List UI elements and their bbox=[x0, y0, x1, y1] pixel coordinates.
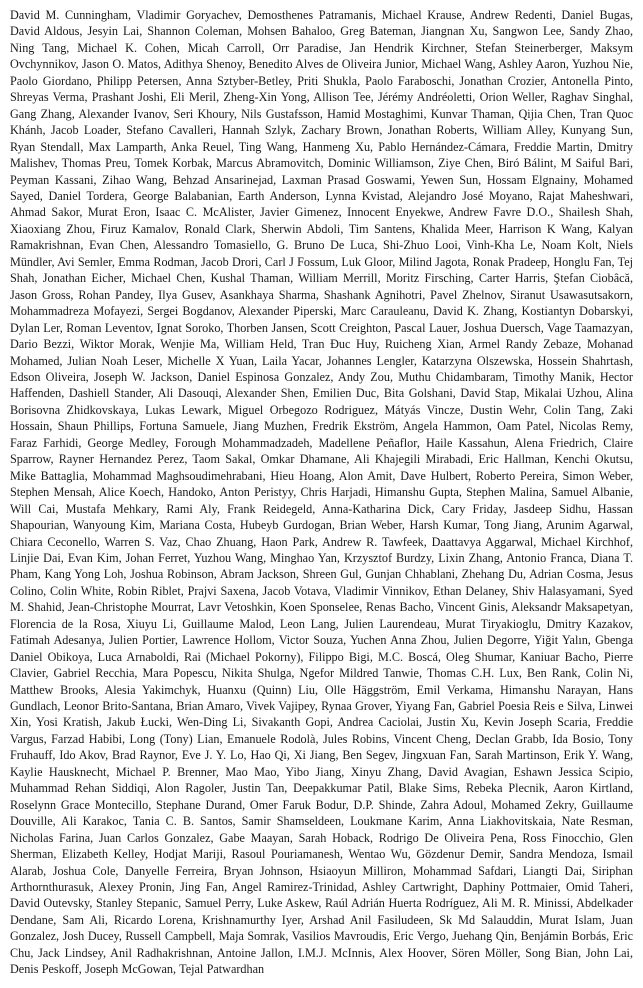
contributors-list: David M. Cunningham, Vladimir Goryachev, Demosthenes Patramanis, Michael Krause, Andrew Redenti, Daniel Bugas, David Aldous, Jesyin Lai, Shannon Coleman, Mohsen Bahaloo, Greg Bateman, Jiangnan Xu, Sangwon Lee, Sandy Zhao, Ning Tang, Michael K. Cohen, Micah Carroll, Orr Paradise, Jan Hendrik Kirchner, Stefan Steinerberger, Maksym Ovchynnikov, Jason O. Matos, Adithya Shenoy, Benedito Alves de Oliveira Junior, Michael Wang, Ashley Aaron, Yuzhou Nie, Paolo Giordano, Philipp Petersen, Anna Sztyber-Betley, Priti Shukla, Paolo Faraboschi, Jonathan Crozier, Antonella Pinto, Shreyas Verma, Prashant Joshi, Eli Meril, Zheng-Xin Yong, Allison Tee, Jérémy Andréoletti, Orion Weller, Raghav Singhal, Gang Zhang, Alexander Ivanov, Seri Khoury, Nils Gustafsson, Hamid Mostaghimi, Kunvar Thaman, Qijia Chen, Tran Quoc Khánh, Jacob Loader, Stefano Cavalleri, Hannah Szlyk, Zachary Brown, Jonathan Roberts, William Alley, Kunyang Sun, Ryan Stendall, Max Lamparth, Anka Reuel, Ting Wang, Hanmeng Xu, Pablo Hernández-Cámara, Freddie Martin, Dmitry Malishev, Thomas Preu, Tomek Korbak, Marcus Abramovitch, Dominic Williamson, Ziye Chen, Biró Bálint, M Saiful Bari, Peyman Kassani, Zihao Wang, Behzad Ansarinejad, Laxman Prasad Goswami, Yewen Sun, Hossam Elgnainy, Mohamed Sayed, Daniel Tordera, George Balabanian, Earth Anderson, Lynna Kvistad, Alejandro José Moyano, Rajat Maheshwari, Ahmad Sakor, Murat Eron, Isaac C. McAlister, Javier Gimenez, Innocent Enyekwe, Andrew Favre D.O., Shailesh Shah, Xiaoxiang Zhou, Firuz Kamalov, Ronald Clark, Sherwin Abdoli, Tim Santens, Khalida Meer, Harrison K Wang, Kalyan Ramakrishnan, Evan Chen, Alessandro Tomasiello, G. Bruno De Luca, Shi-Zhuo Looi, Vinh-Kha Le, Noam Kolt, Niels Mündler, Avi Semler, Emma Rodman, Jacob Drori, Carl J Fossum, Luk Gloor, Milind Jagota, Ronak Pradeep, Honglu Fan, Tej Shah, Jonathan Eicher, Michael Chen, Kushal Thaman, William Merrill, Moritz Firsching, Carter Harris, Ştefan Ciobâcă, Jason Gross, Rohan Pandey, Ilya Gusev, Asankhaya Sharma, Shashank Agnihotri, Pavel Zhelnov, Siranut Usawasutsakorn, Mohammadreza Mofayezi, Sergei Bogdanov, Alexander Piperski, Marc Carauleanu, David K. Zhang, Kostiantyn Dobarskyi, Dylan Ler, Roman Leventov, Ignat Soroko, Thorben Jansen, Scott Creighton, Pascal Lauer, Joshua Duersch, Vage Taamazyan, Dario Bezzi, Wiktor Morak, Wenjie Ma, William Held, Tran Đuc Huy, Ruicheng Xian, Armel Randy Zebaze, Mohanad Mohamed, Julian Noah Leser, Michelle X Yuan, Laila Yacar, Johannes Lengler, Katarzyna Olszewska, Hossein Shahrtash, Edson Oliveira, Joseph W. Jackson, Daniel Espinosa Gonzalez, Andy Zou, Muthu Chidambaram, Timothy Manik, Hector Haffenden, Dashiell Stander, Ali Dasouqi, Alexander Shen, Emilien Duc, Bita Golshani, David Stap, Mikalai Uzhou, Alina Borisovna Zhidkovskaya, Lukas Lewark, Miguel Orbegozo Rodriguez, Mátyás Vincze, Dustin Wehr, Colin Tang, Zaki Hossain, Shaun Phillips, Fortuna Samuele, Jiang Muzhen, Fredrik Ekström, Angela Hammon, Oam Patel, Nicolas Remy, Faraz Farhidi, George Medley, Forough Mohammadzadeh, Madellene Peñaflor, Haile Kassahun, Alena Friedrich, Claire Sparrow, Rayner Hernandez Perez, Taom Sakal, Omkar Dhamane, Ali Khajegili Mirabadi, Eric Hallman, Kenchi Okutsu, Mike Battaglia, Mohammad Maghsoudimehrabani, Hieu Hoang, Alon Amit, Dave Hulbert, Roberto Pereira, Simon Weber, Stephen Mensah, Alice Koech, Handoko, Anton Peristyy, Chris Harjadi, Himanshu Gupta, Stephen Malina, Samuel Albanie, Will Cai, Mustafa Mehkary, Rami Aly, Frank Reidegeld, Anna-Katharina Dick, Cary Friday, Jasdeep Sidhu, Hassan Shapourian, Wanyoung Kim, Mariana Costa, Hubeyb Gurdogan, Brian Weber, Harsh Kumar, Tong Jiang, Arunim Agarwal, Chiara Ceconello, Warren S. Vaz, Chao Zhuang, Haon Park, Andrew R. Tawfeek, Daattavya Aggarwal, Michael Kirchhof, Linjie Dai, Evan Kim, Johan Ferret, Yuzhou Wang, Minghao Yan, Krzysztof Burdzy, Lixin Zhang, Antonio Franca, Diana T. Pham, Kang Yong Loh, Joshua Robinson, Abram Jackson, Shreen Gul, Gunjan Chhablani, Zhehang Du, Adrian Cosma, Jesus Colino, Colin White, Robin Riblet, Prajvi Saxena, Jacob Votava, Vladimir Vinnikov, Ethan Delaney, Shiv Halasyamani, Syed M. Shahid, Jean-Christophe Mourrat, Lavr Vetoshkin, Koen Sponselee, Renas Bacho, Vincent Ginis, Aleksandr Maksapetyan, Florencia de la Rosa, Xiuyu Li, Guillaume Malod, Leon Lang, Julien Laurendeau, Murat Tiryakioglu, Dmitry Kazakov, Fatimah Adesanya, Julien Portier, Lawrence Hollom, Victor Souza, Yuchen Anna Zhou, Julien Degorre, Yiğit Yalın, Gbenga Daniel Obikoya, Luca Arnaboldi, Rai (Michael Pokorny), Filippo Bigi, M.C. Boscá, Oleg Shumar, Kaniuar Bacho, Pierre Clavier, Gabriel Recchia, Mara Popescu, Nikita Shulga, Ngefor Mildred Tanwie, Thomas C.H. Lux, Ben Rank, Colin Ni, Matthew Brooks, Alesia Yakimchyk, Huanxu (Quinn) Liu, Olle Häggström, Emil Verkama, Himanshu Narayan, Hans Gundlach, Leonor Brito-Santana, Brian Amaro, Vivek Vajipey, Rynaa Grover, Yiyang Fan, Gabriel Poesia Reis e Silva, Linwei Xin, Yosi Kratish, Jakub Łucki, Wen-Ding Li, Sivakanth Gopi, Andrea Caciolai, Justin Xu, Kevin Joseph Scaria, Freddie Vargus, Farzad Habibi, Long (Tony) Lian, Emanuele Rodolà, Jules Robins, Vincent Cheng, Declan Grabb, Ida Bosio, Tony Fruhauff, Ido Akov, Brad Raynor, Eve J. Y. Lo, Hao Qi, Xi Jiang, Ben Segev, Jingxuan Fan, Sarah Martinson, Erik Y. Wang, Kaylie Hausknecht, Michael P. Brenner, Mao Mao, Yibo Jiang, Xinyu Zhang, David Avagian, Eshawn Jessica Scipio, Muhammad Rehan Siddiqi, Alon Ragoler, Justin Tan, Deepakkumar Patil, Blake Sims, Rebeka Plecnik, Aaron Kirtland, Roselynn Grace Montecillo, Stephane Durand, Omer Faruk Bodur, D.P. Shinde, Zahra Adoul, Mohamed Zekry, Guillaume Douville, Ali Karakoc, Tania C. B. Santos, Samir Shamseldeen, Loukmane Karim, Anna Liakhovitskaia, Nate Resman, Nicholas Farina, Juan Carlos Gonzalez, Gabe Maayan, Sarah Hoback, Rodrigo De Oliveira Pena, Ross Finocchio, Glen Sherman, Elizabeth Kelley, Hodjat Mariji, Rasoul Pouriamanesh, Wentao Wu, Gözdenur Demir, Sandra Mendoza, Ismail Alarab, Joshua Cole, Danyelle Ferreira, Bryan Johnson, Hsiaoyun Milliron, Mohammad Safdari, Liangti Dai, Siriphan Arthornthurasuk, Alexey Pronin, Jing Fan, Angel Ramirez-Trinidad, Ashley Cartwright, Daphiny Pottmaier, Omid Taheri, David Outevsky, Stanley Stepanic, Samuel Perry, Luke Askew, Raúl Adrián Huerta Rodríguez, Ali M. R. Minissi, Abdelkader Dendane, Sam Ali, Ricardo Lorena, Krishnamurthy Iyer, Arshad Anil Fasiludeen, Sk Md Salauddin, Murat Islam, Juan Gonzalez, Josh Ducey, Russell Campbell, Maja Somrak, Vasilios Mavroudis, Eric Vergo, Juehang Qin, Benjámin Borbás, Eric Chu, Jack Lindsey, Anil Radhakrishnan, Antoine Jallon, I.M.J. McInnis, Alex Hoover, Sören Möller, Song Bian, John Lai, Denis Peskoff, Joseph McGowan, Tejal Patwardhan bbox=[10, 8, 633, 977]
